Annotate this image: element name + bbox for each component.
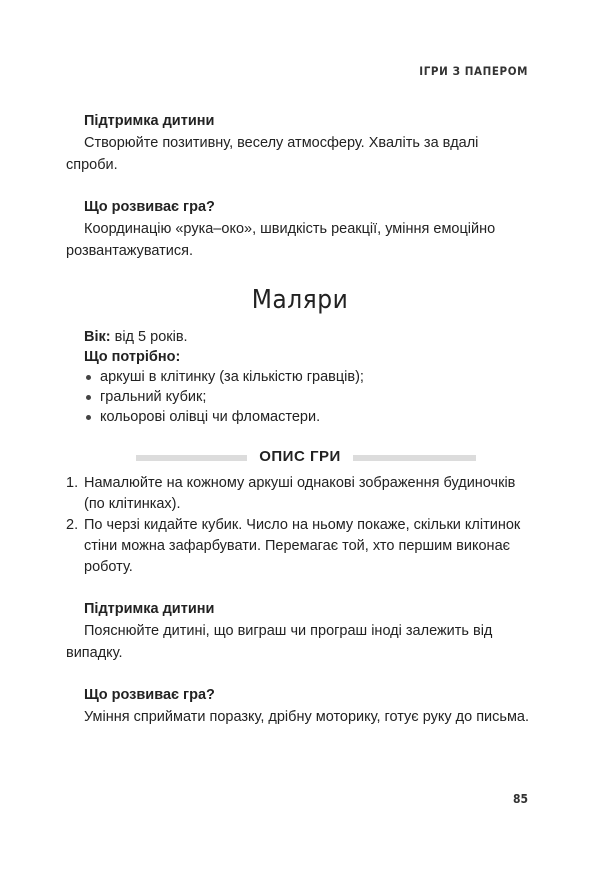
description-heading	[66, 445, 534, 469]
needs-list	[66, 367, 534, 427]
step-text: Намалюйте на кожному аркуші однакові зображення будиночків (по клітинках).	[84, 475, 516, 512]
age-label: Вік:	[84, 329, 111, 345]
game-support-text: Пояснюйте дитині, що виграш чи програш іноді залежить від випадку.	[66, 623, 493, 661]
bullet-icon	[86, 395, 91, 400]
game-develops-title: Що розвиває гра?	[84, 687, 215, 703]
age-line	[66, 327, 534, 347]
needs-item-text: гральний кубик;	[100, 389, 207, 405]
needs-item	[86, 367, 534, 387]
page-content	[66, 111, 534, 728]
game-title: Маляри	[251, 285, 349, 315]
needs-item-text: аркуші в клітинку (за кількістю гравців);	[100, 369, 364, 385]
steps-list	[66, 473, 534, 578]
needs-item-text: кольорові олівці чи фломастери.	[100, 409, 321, 425]
game-develops-text: Уміння сприймати поразку, дрібну моторику, готує руку до письма.	[84, 709, 530, 725]
description-heading-label: ОПИС ГРИ	[247, 445, 353, 469]
step-item	[66, 515, 534, 578]
intro-support-title: Підтримка дитини	[84, 113, 215, 129]
step-item	[66, 473, 534, 515]
game-support-title: Підтримка дитини	[84, 601, 215, 617]
step-text: По черзі кидайте кубик. Число на ньому покаже, скільки клітинок стіни можна зафарбувати. Перемагає той, хто першим виконає роботу.	[84, 517, 521, 575]
age-value: від 5 років.	[110, 329, 188, 345]
step-number: 2.	[66, 517, 79, 533]
running-head: ІГРИ З ПАПЕРОМ	[419, 64, 528, 78]
intro-develops-text: Координацію «рука–око», швидкість реакції, уміння емоційно розвантажуватися.	[66, 221, 496, 259]
step-number: 1.	[66, 475, 79, 491]
needs-item	[86, 387, 534, 407]
intro-develops-title: Що розвиває гра?	[84, 199, 215, 215]
needs-label-line	[66, 347, 534, 367]
bullet-icon	[86, 375, 91, 380]
needs-item	[86, 407, 534, 427]
page-number: 85	[512, 792, 528, 806]
bullet-icon	[86, 415, 91, 420]
needs-label: Що потрібно:	[84, 349, 181, 365]
intro-support-text: Створюйте позитивну, веселу атмосферу. Хваліть за вдалі спроби.	[66, 135, 479, 173]
